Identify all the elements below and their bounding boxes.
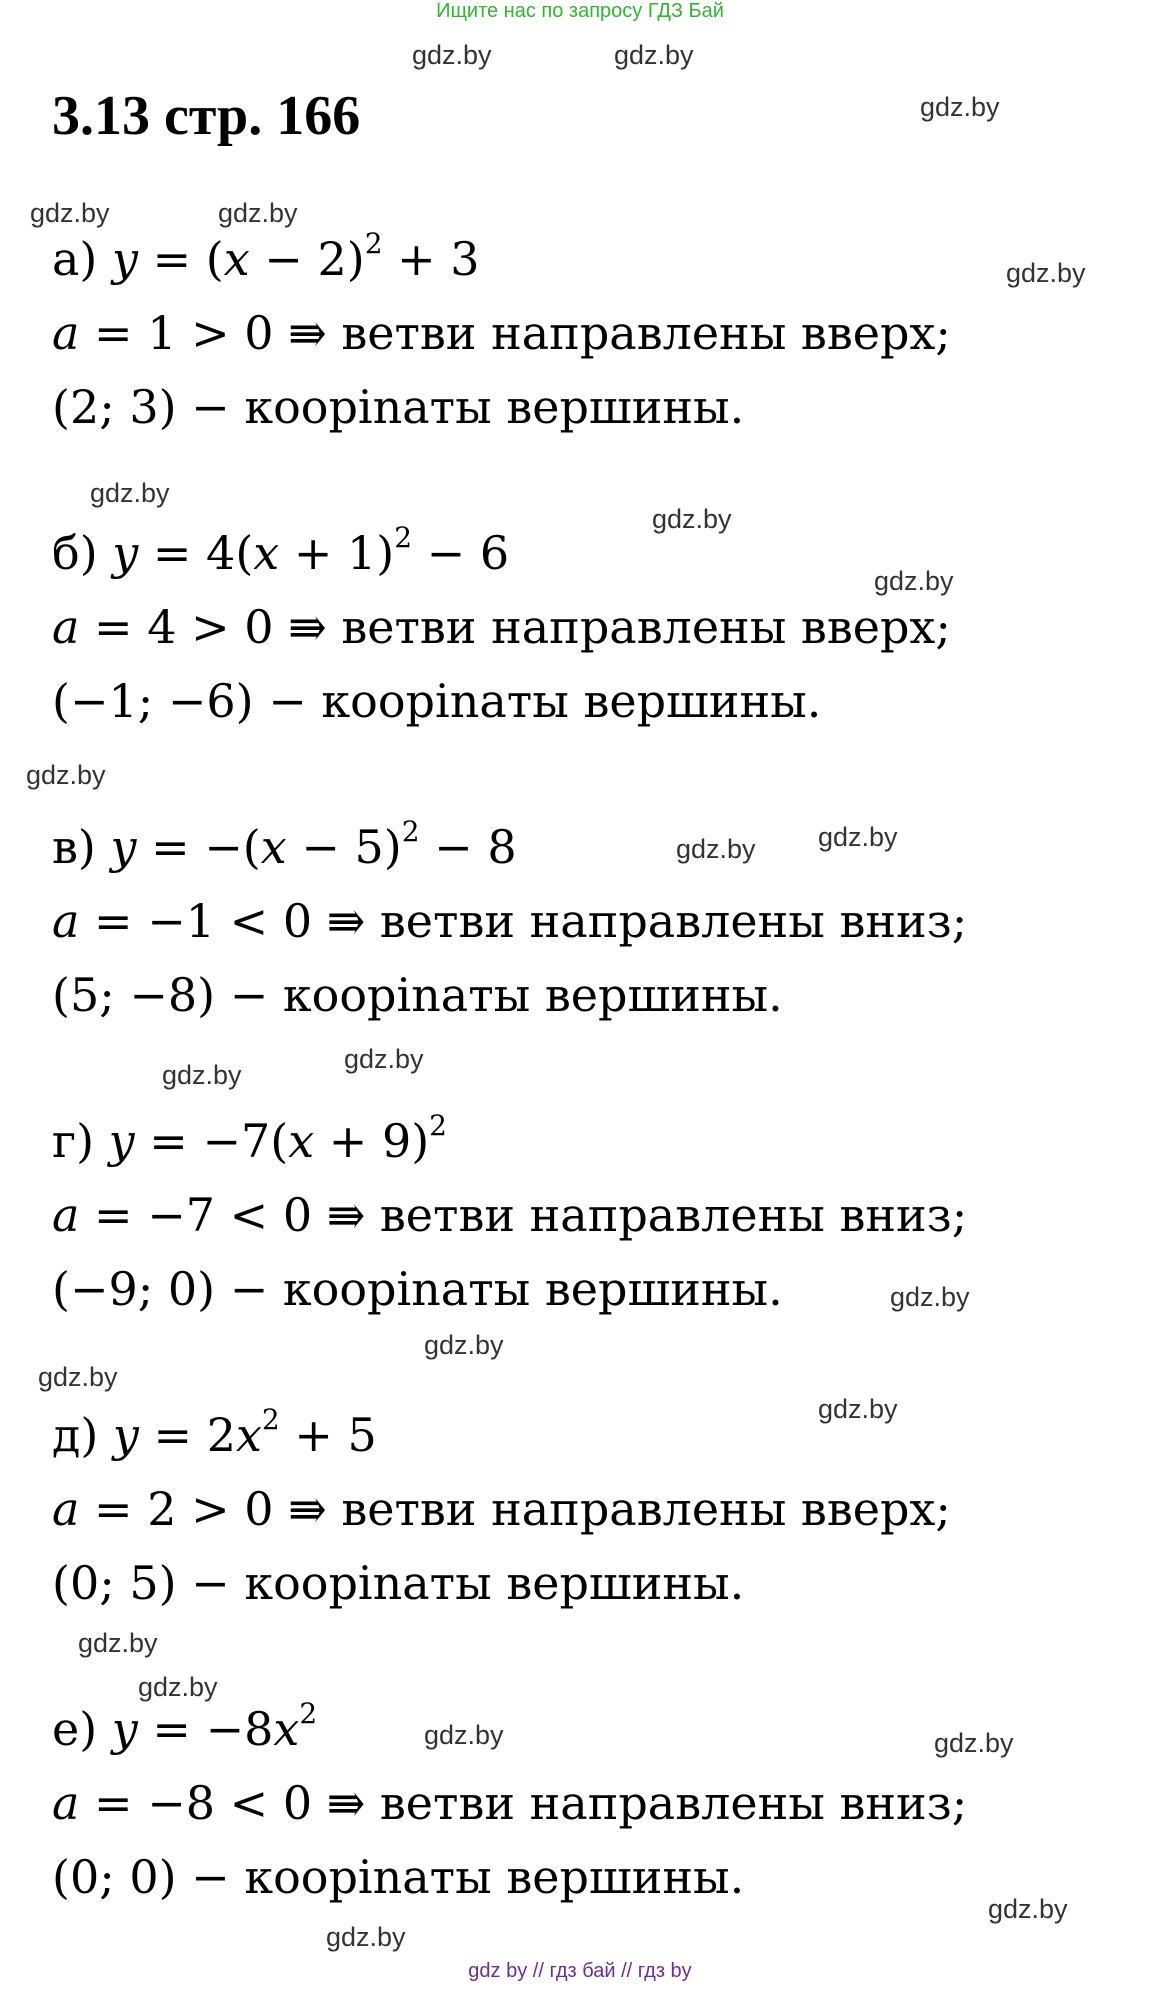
- watermark: gdz.by: [652, 504, 732, 534]
- watermark: gdz.by: [162, 1060, 242, 1090]
- watermark: gdz.by: [988, 1894, 1068, 1924]
- watermark: gdz.by: [920, 92, 1000, 122]
- watermark: gdz.by: [412, 40, 492, 70]
- task-e-formula: е) $y = -8x^2$: [52, 1697, 318, 1756]
- task-g-formula: г) $y = -7(x + 9)^2$: [52, 1109, 447, 1168]
- watermark: gdz.by: [818, 822, 898, 852]
- watermark: gdz.by: [326, 1922, 406, 1952]
- watermark: gdz.by: [78, 1628, 158, 1658]
- watermark: gdz.by: [934, 1728, 1014, 1758]
- watermark: gdz.by: [344, 1044, 424, 1074]
- task-a-vertex: (2; 3) − коорinаты вершины.: [52, 380, 745, 434]
- task-e-vertex: (0; 0) − коорinаты вершины.: [52, 1850, 745, 1904]
- watermark: gdz.by: [30, 198, 110, 228]
- watermark: gdz.by: [38, 1362, 118, 1392]
- watermark: gdz.by: [614, 40, 694, 70]
- watermark: gdz.by: [676, 834, 756, 864]
- watermark: gdz.by: [1006, 258, 1086, 288]
- watermark: gdz.by: [890, 1282, 970, 1312]
- task-e-branches: a = −8 < 0 ⇛ ветви направлены вниз;: [52, 1776, 968, 1830]
- watermark: gdz.by: [218, 198, 298, 228]
- task-b-vertex: (−1; −6) − коорinаты вершины.: [52, 674, 822, 728]
- task-v-branches: a = −1 < 0 ⇛ ветви направлены вниз;: [52, 894, 968, 948]
- task-g-vertex: (−9; 0) − коорinаты вершины.: [52, 1262, 783, 1316]
- watermark: gdz.by: [90, 478, 170, 508]
- task-v-vertex: (5; −8) − коорinаты вершины.: [52, 968, 783, 1022]
- watermark: gdz.by: [424, 1330, 504, 1360]
- watermark: gdz.by: [424, 1720, 504, 1750]
- task-v-formula: в) $y = -(x - 5)^2 - 8$: [52, 815, 517, 874]
- task-a-branches: a = 1 > 0 ⇛ ветви направлены вверх;: [52, 306, 951, 360]
- footer-links[interactable]: gdz by // гдз бай // гдз by: [468, 1960, 692, 1982]
- task-b-branches: a = 4 > 0 ⇛ ветви направлены вверх;: [52, 600, 951, 654]
- page-title: 3.13 стр. 166: [52, 85, 361, 147]
- task-a-formula: а) $y = (x - 2)^2 + 3$: [52, 227, 480, 286]
- task-d-vertex: (0; 5) − коорinаты вершины.: [52, 1556, 745, 1610]
- task-b-formula: б) $y = 4(x + 1)^2 - 6$: [52, 521, 510, 580]
- watermark: gdz.by: [138, 1672, 218, 1702]
- watermark: gdz.by: [874, 566, 954, 596]
- task-d-branches: a = 2 > 0 ⇛ ветви направлены вверх;: [52, 1482, 951, 1536]
- task-g-branches: a = −7 < 0 ⇛ ветви направлены вниз;: [52, 1188, 968, 1242]
- watermark: gdz.by: [26, 760, 106, 790]
- watermark: gdz.by: [818, 1394, 898, 1424]
- search-hint-link[interactable]: Ищите нас по запросу ГДЗ Бай: [436, 0, 724, 22]
- task-d-formula: д) $y = 2x^2 + 5$: [52, 1403, 377, 1462]
